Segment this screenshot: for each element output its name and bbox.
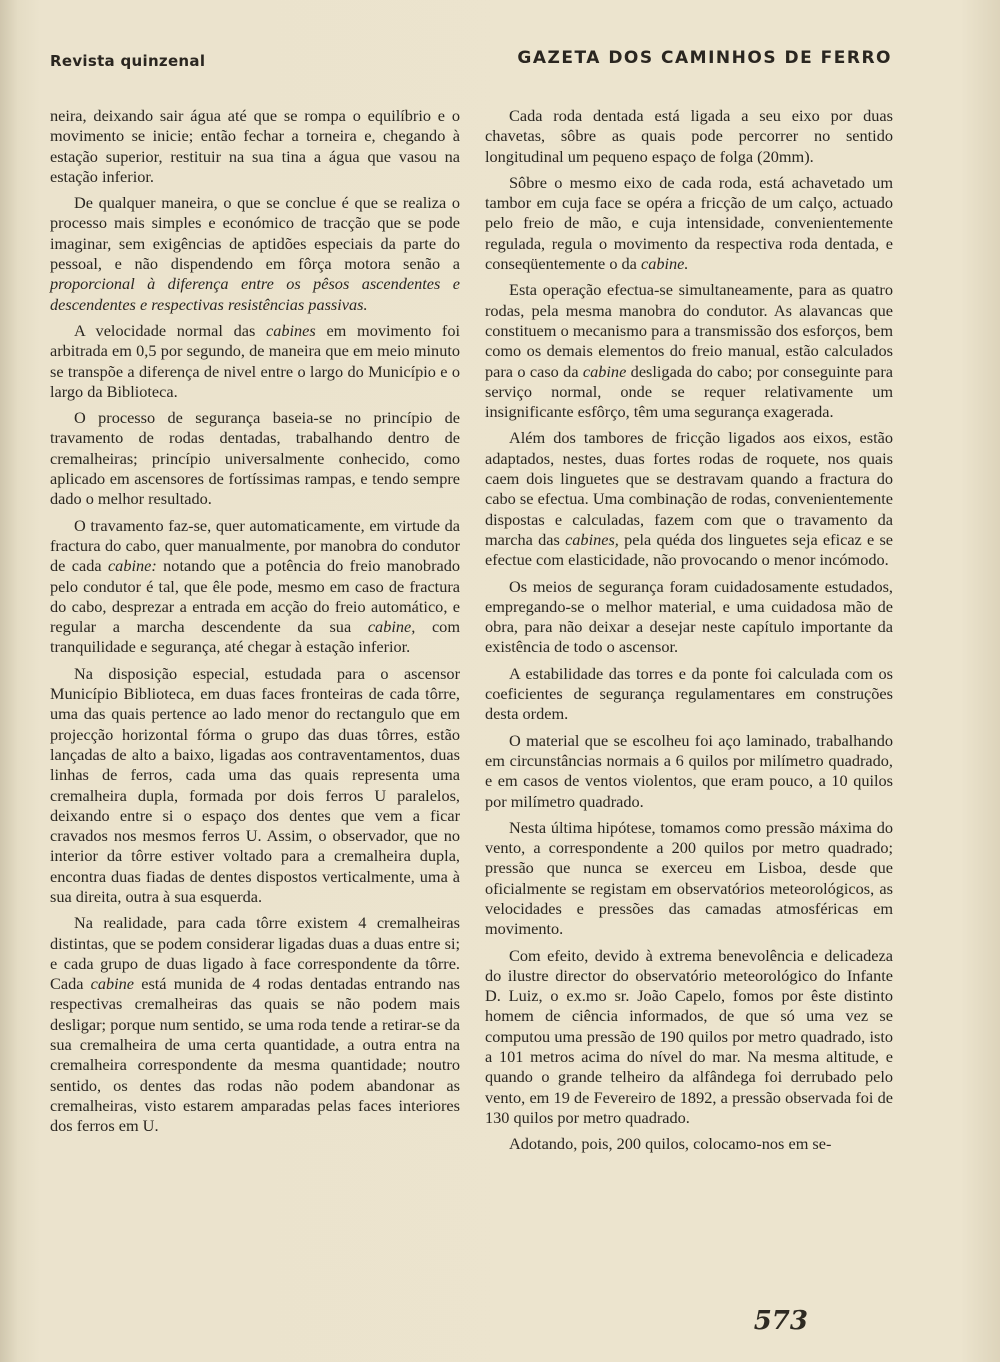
paragraph: Adotando, pois, 200 quilos, colocamo-nos em se- (509, 1134, 832, 1154)
paragraph: A velocidade normal das cabines em movimento foi arbitrada em 0,5 por segundo, de maneira que em meio minuto se transpõe a diferença de nivel entre o largo do Município e o largo da Biblioteca. (50, 320, 460, 401)
paragraph: Além dos tambores de fricção ligados aos eixos, estão adaptados, nestes, duas fortes rodas de roquete, nos quais caem dois linguetes que se destravam quando a fractura do cabo se efectua. Uma combinação de rodas, convenientemente dispostas e calculadas, fazem com que o travamento da marcha das cabines, pela quéda dos linguetes seja eficaz e se efectue com elasticidade, não provocando o menor incómodo. (485, 428, 894, 570)
paragraph: De qualquer maneira, o que se conclue é que se realiza o processo mais simples e económico de tracção que se pode imaginar, sem exigências de aptidões especiais da parte do pessoal, e não dispendendo em fôrça motora senão a proporcional à diferença entre os pêsos ascendentes e descendentes e respectivas resistências passivas. (50, 193, 460, 314)
paragraph: Esta operação efectua-se simultaneamente, para as quatro rodas, pela mesma manobra do condutor. As alavancas que constituem o mecanismo para a transmissão dos esforços, bem como os demais elementos do freio manual, estão calculados para o caso da cabine desligada do cabo; por conseguinte para serviço normal, onde se requer relativamente um insignificante esfôrço, têm uma segurança exagerada. (485, 280, 893, 422)
right-column (485, 106, 893, 1161)
paragraph: O processo de segurança baseia-se no princípio de travamento de rodas dentadas, trabalhando dentro de cremalheiras; princípio universalmente conhecido, como aplicado em ascensores de fortíssimas rampas, e tendo sempre dado o melhor resultado. (50, 408, 460, 509)
header-right: GAZETA DOS CAMINHOS DE FERRO (517, 48, 892, 68)
paragraph: A estabilidade das torres e da ponte foi calculada com os coeficientes de segurança regulamentares em construções desta ordem. (485, 663, 893, 724)
paragraph: O material que se escolheu foi aço laminado, trabalhando em circunstâncias normais a 6 quilos por milímetro quadrado, e em casos de ventos violentos, que eram pouco, a 10 quilos por milímetro quadrado. (485, 730, 893, 811)
paragraph: neira, deixando sair água até que se rompa o equilíbrio e o movimento se inicie; então fechar a torneira e, chegando à estação superior, restituir na sua tina a água que vasou na estação inferior. (50, 106, 460, 186)
header-left: Revista quinzenal (50, 52, 206, 70)
left-column (50, 106, 460, 1143)
paragraph: Cada roda dentada está ligada a seu eixo por duas chavetas, sôbre as quais pode percorrer no sentido longitudinal um pequeno espaço de folga (20mm). (485, 106, 893, 166)
paragraph: Na disposição especial, estudada para o ascensor Município Biblioteca, em duas faces fronteiras de cada tôrre, uma das quais pertence ao lado menor do rectangulo que em projecção horizontal fórma o grupo das duas tôrres, estão lançadas de alto a baixo, ligadas aos contraventamentos, duas linhas de ferros, cada uma das quais representa uma cremalheira dupla, formada por dois ferros U paralelos, deixando entre si o espaço dos dentes que vem a ficar cravados nos mesmos ferros U. Assim, o observador, que no interior da tôrre estiver voltado para a cremalheira dupla, encontra duas fiadas de dentes dispostos verticalmente, uma à sua direita, outra à sua esquerda. (50, 663, 460, 906)
page-number: 573 (753, 1306, 808, 1336)
paragraph: Na realidade, para cada tôrre existem 4 cremalheiras distintas, que se podem considerar ligadas duas a duas entre si; e cada grupo de duas ligado à face correspondente da tôrre. Cada cabine está munida de 4 rodas dentadas entrando nas respectivas cremalheiras das quais se não podem mais desligar; porque num sentido, se uma roda tende a retirar-se da sua cremalheira de uma certa quantidade, a outra entra na cremalheira correspondente da mesma quantidade; noutro sentido, os dentes das rodas não podem abandonar as cremalheiras, visto estarem amparadas pelas faces interiores dos ferros em U. (50, 913, 461, 1136)
paragraph: Os meios de segurança foram cuidadosamente estudados, empregando-se o melhor material, e uma cuidadosa mão de obra, para não deixar a desejar neste capítulo importante da existência de todo o ascensor. (485, 576, 893, 657)
paragraph: O travamento faz-se, quer automaticamente, em virtude da fractura do cabo, quer manualmente, por manobra do condutor de cada cabine: notando que a potência do freio manobrado pelo condutor é tal, que êle pode, mesmo em caso de fractura do cabo, desprezar a entrada em acção do freio automático, e regular a marcha descendente da sua cabine, com tranquilidade e segurança, até chegar à estação inferior. (50, 515, 461, 657)
paragraph: Sôbre o mesmo eixo de cada roda, está achavetado um tambor em cuja face se opéra a fricção de um calço, actuado pelo freio de mão, e cuja intensidade, convenientemente regulada, regula o movimento da respectiva roda dentada, e conseqüentemente o da cabine. (485, 172, 893, 274)
running-header (50, 48, 892, 72)
paragraph: Com efeito, devido à extrema benevolência e delicadeza do ilustre director do observatório meteorológico do Infante D. Luiz, o ex.mo sr. João Capelo, fomos por êste distinto homem de ciência informados, de que só uma vez se computou uma pressão de 190 quilos por metro quadrado, isto a 101 metros acima do nível do mar. Na mesma altitude, e quando o grande telheiro da alfândega foi derrubado pelo vento, em 19 de Fevereiro de 1892, a pressão observada foi de 130 quilos por metro quadrado. (485, 945, 893, 1127)
paragraph: Nesta última hipótese, tomamos como pressão máxima do vento, a correspondente a 200 quilos por metro quadrado; pressão que nunca se exerceu em Lisboa, desde que oficialmente se registam em observatórios meteorológicos, as velocidades e pressões das camadas atmosféricas em movimento. (485, 817, 893, 939)
